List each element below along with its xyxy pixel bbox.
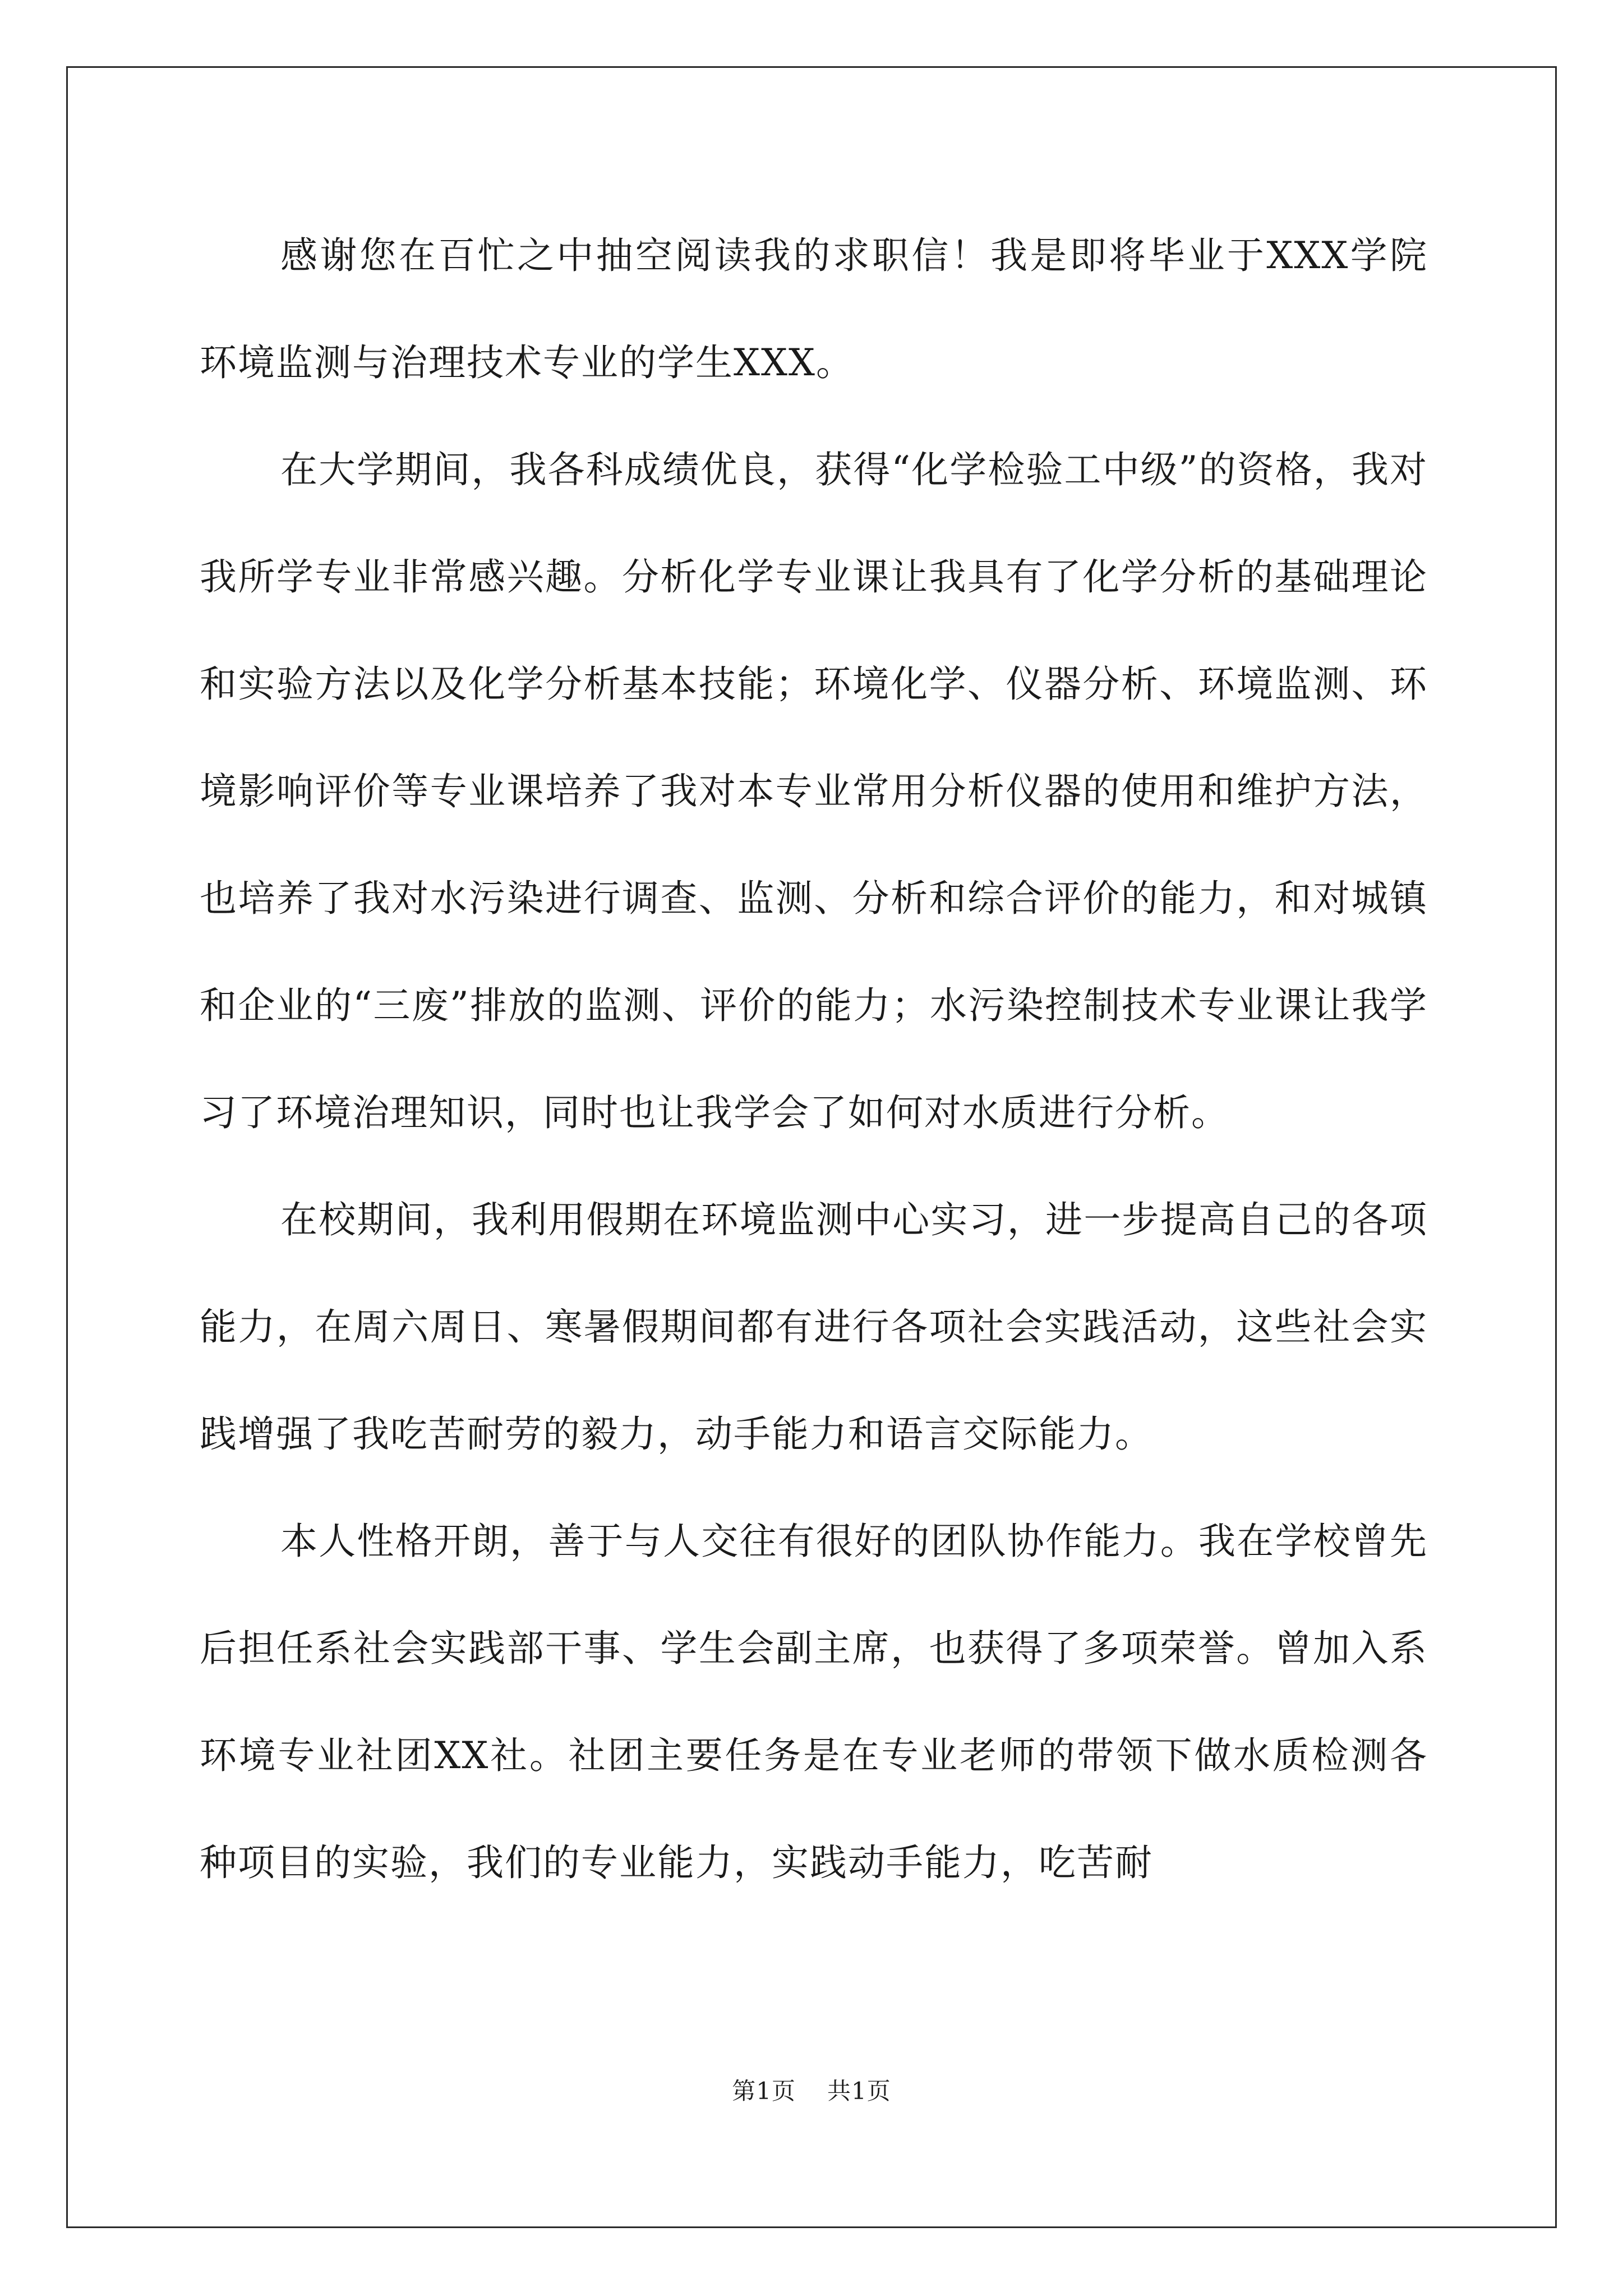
paragraph-internship: 在校期间，我利用假期在环境监测中心实习，进一步提高自己的各项能力，在周六周日、寒暑假期间都有进行各项社会实践活动，这些社会实践增强了我吃苦耐劳的毅力，动手能力和语言交际能力。 xyxy=(200,1198,1428,1456)
document-body xyxy=(200,202,1428,1916)
page-number-total: 共1页 xyxy=(827,2077,891,2105)
paragraph-university-studies: 在大学期间，我各科成绩优良，获得“化学检验工中级”的资格，我对我所学专业非常感兴趣。分析化学专业课让我具有了化学分析的基础理论和实验方法以及化学分析基本技能；环境化学、仪器分析、环境监测、环境影响评价等专业课培养了我对本专业常用分析仪器的使用和维护方法，也培养了我对水污染进行调查、监测、分析和综合评价的能力，和对城镇和企业的“三废”排放的监测、评价的能力；水污染控制技术专业课让我学习了环境治理知识，同时也让我学会了如何对水质进行分析。 xyxy=(200,448,1428,1134)
paragraph-personality: 本人性格开朗，善于与人交往有很好的团队协作能力。我在学校曾先后担任系社会实践部干事、学生会副主席，也获得了多项荣誉。曾加入系环境专业社团XX社。社团主要任务是在专业老师的带领下做水质检测各种项目的实验，我们的专业能力，实践动手能力，吃苦耐 xyxy=(200,1520,1428,1884)
paragraph-intro: 感谢您在百忙之中抽空阅读我的求职信！我是即将毕业于XXX学院环境监测与治理技术专业的学生XXX。 xyxy=(200,234,1428,384)
page-number-current: 第1页 xyxy=(732,2077,796,2105)
page-footer xyxy=(0,2073,1623,2106)
